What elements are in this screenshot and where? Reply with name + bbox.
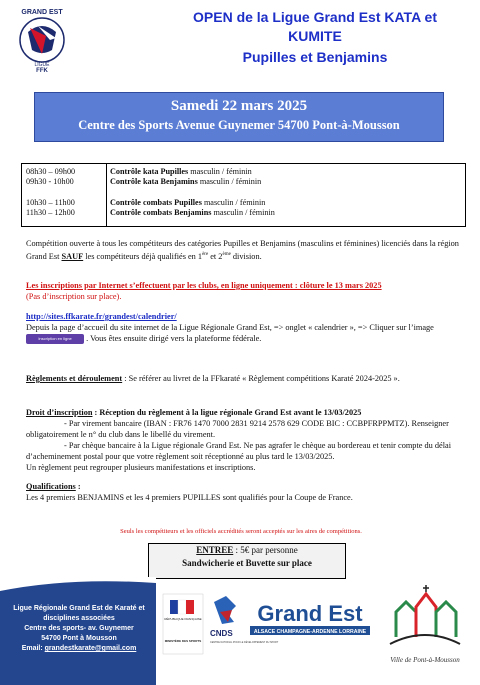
ministere-sports-logo <box>160 592 206 656</box>
ffk-logo <box>16 6 68 74</box>
cnds-logo <box>206 592 279 662</box>
ligue-contact-box <box>0 577 156 685</box>
event-place: Centre des Sports Avenue Guynemer 54700 Pont-à-Mousson <box>78 118 400 132</box>
grand-est-text: Grand Est <box>257 601 363 626</box>
entree-buvette: Sandwicherie et Buvette sur place <box>182 558 312 568</box>
date-banner <box>34 92 444 142</box>
schedule-row <box>26 167 252 176</box>
ligue-address: Centre des sports- av. Guynemer <box>24 625 134 632</box>
sup-eme: ème <box>222 252 231 257</box>
calendar-link[interactable]: http://sites.ffkarate.fr/grandest/calendrier/ <box>26 312 177 321</box>
title-line1: OPEN de la Ligue Grand Est KATA et KUMITE <box>193 9 437 44</box>
qualif-part: et les 4 premiers <box>123 493 183 502</box>
reglements-text <box>26 373 466 384</box>
pont-a-mousson-logo <box>376 582 474 672</box>
droit-cheque: - Par chèque bancaire à la Ligue régionale Grand Est. Ne pas agrafer le chèque au bordereau et tenir compte du délai d’acheminement postal pour que votre règlement soit réceptionné au plus tard le 13/03/2025. <box>26 441 452 461</box>
title-line2: Pupilles et Benjamins <box>242 49 388 65</box>
email-link[interactable]: grandestkarate@gmail.com <box>44 645 137 652</box>
page-title <box>165 8 465 67</box>
droit-label: Droit d’inscription <box>26 408 93 417</box>
entree-label: ENTREE <box>196 545 234 555</box>
calendar-instructions-part: . Vous êtes ensuite dirigé vers la plateforme fédérale. <box>84 334 262 343</box>
event-date: Samedi 22 mars 2025 <box>170 98 308 114</box>
eligibility-part: les compétiteurs déjà qualifiés en 1 <box>83 251 203 261</box>
schedule-time: 09h30 - 10h00 <box>26 177 74 186</box>
schedule-table <box>21 163 466 227</box>
droit-virement: - Par virement bancaire (IBAN : FR76 1470 7000 2831 9214 2578 629 CODE BIC : CCBPFRPPMTZ). Renseigner obligatoirement le n° du club dans le libellé du virement. <box>26 419 449 439</box>
schedule-time: 08h30 – 09h00 <box>26 167 76 176</box>
inscriptions-main: Les inscriptions par Internet s’effectuent par les clubs, en ligne uniquement : clôture le 13 mars 2025 <box>26 281 382 290</box>
ministere-text: MINISTÈRE DES SPORTS <box>164 639 202 643</box>
schedule-label-rest: masculin / féminin <box>188 167 252 176</box>
eligibility-part: Compétition ouverte à tous les compétiteurs des catégories Pupilles et Benjamins (masculins et féminines) licenciés dans la région Grand Est <box>26 239 459 261</box>
schedule-label-rest: masculin / féminin <box>201 198 266 207</box>
cnds-subtext: CENTRE NATIONAL POUR LE DÉVELOPPEMENT DU SPORT <box>210 641 279 644</box>
qualif-benjamins: BENJAMINS <box>77 493 124 502</box>
reglements-label: Règlements et déroulement <box>26 374 123 383</box>
qualif-pupilles: PUPILLES <box>182 493 221 502</box>
schedule-label: Contrôle kata Benjamins <box>110 177 198 186</box>
droit-inscription-text <box>26 407 466 473</box>
ffk-logo-top: GRAND EST <box>21 9 63 16</box>
schedule-row <box>26 208 275 217</box>
grand-est-subtext: ALSACE CHAMPAGNE-ARDENNE LORRAINE <box>253 629 367 635</box>
schedule-label: Contrôle kata Pupilles <box>110 167 189 176</box>
eligibility-text <box>26 238 466 262</box>
ville-text: Ville de Pont-à-Mousson <box>390 656 460 664</box>
inscriptions-notice <box>26 280 466 302</box>
ligue-contact-text <box>6 604 152 654</box>
entree-price: : 5€ par personne <box>233 545 298 555</box>
qualif-label: Qualifications <box>26 482 76 491</box>
ffk-logo-line1: LIGUE <box>34 62 50 68</box>
schedule-label: Contrôle combats Pupilles <box>110 198 202 207</box>
droit-note: Un règlement peut regrouper plusieurs manifestations et inscriptions. <box>26 463 256 472</box>
qualif-part: sont qualifiés pour la Coupe de France. <box>220 493 353 502</box>
schedule-label-rest: masculin / féminin <box>197 177 262 186</box>
sup-ere: ère <box>202 252 209 257</box>
ffk-logo-line2: FFK <box>36 68 48 74</box>
access-note: Seuls les compétiteurs et les officiels accrédités seront acceptés sur les aires de compétitions. <box>120 528 362 535</box>
sauf-label: SAUF <box>61 251 84 261</box>
calendar-instructions-part: Depuis la page d’accueil du site internet de la Ligue Régionale Grand Est, => onglet « calendrier », => Cliquer sur l’image <box>26 323 434 332</box>
schedule-time: 10h30 – 11h00 <box>26 198 75 207</box>
droit-headline: : Réception du règlement à la ligue régionale Grand Est avant le 13/03/2025 <box>92 408 362 417</box>
inscription-button-image[interactable]: Inscription en ligne <box>26 334 84 344</box>
schedule-label: Contrôle combats Benjamins <box>110 208 212 217</box>
eligibility-part: et 2 <box>208 251 223 261</box>
reglements-body: : Se référer au livret de la FFkaraté « Règlement compétitions Karaté 2024-2025 ». <box>122 374 400 383</box>
rf-text: RÉPUBLIQUE FRANÇAISE <box>164 617 202 621</box>
email-label: Email: <box>21 645 45 652</box>
qualif-colon: : <box>75 482 81 491</box>
schedule-row <box>26 177 261 186</box>
qualifications-text <box>26 481 466 503</box>
inscriptions-sub: (Pas d’inscription sur place). <box>26 292 122 301</box>
ligue-city: 54700 Pont à Mousson <box>41 635 117 642</box>
eligibility-part: division. <box>230 251 262 261</box>
cnds-text: CNDS <box>210 629 233 638</box>
ligue-name: Ligue Régionale Grand Est de Karaté et disciplines associées <box>13 605 145 622</box>
schedule-row <box>26 198 265 207</box>
entree-box <box>148 543 346 579</box>
calendar-instructions <box>26 322 466 344</box>
qualif-part: Les 4 premiers <box>26 493 78 502</box>
schedule-label-rest: masculin / féminin <box>211 208 275 217</box>
schedule-time: 11h30 – 12h00 <box>26 208 75 217</box>
grand-est-region-logo <box>250 594 370 636</box>
